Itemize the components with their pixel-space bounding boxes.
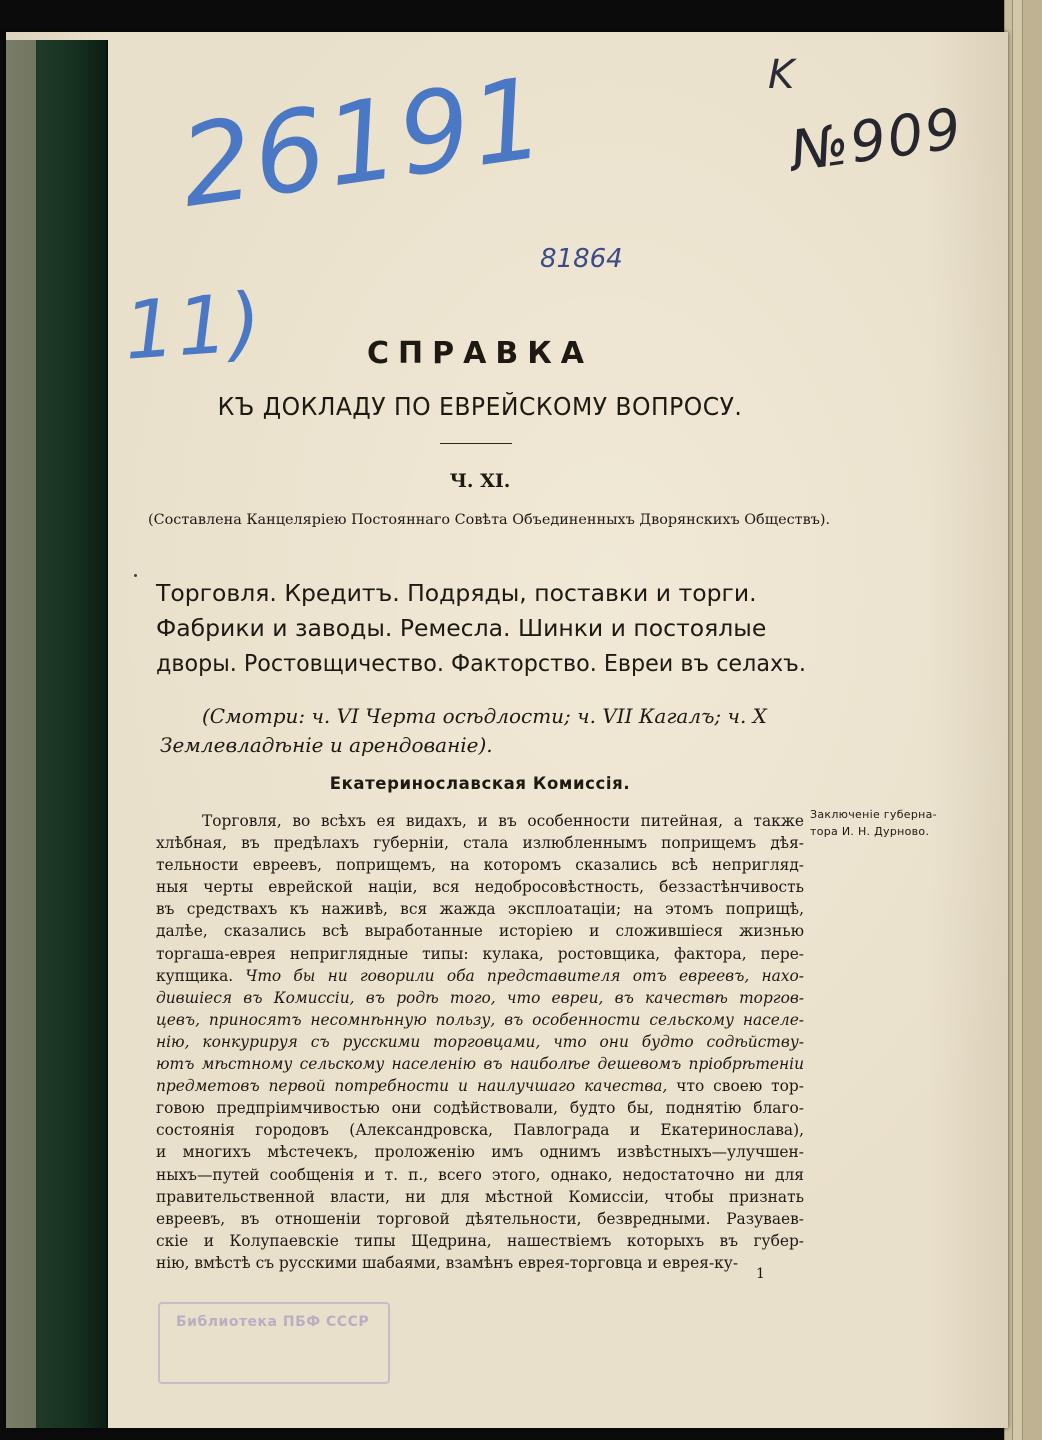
body-line xyxy=(156,1208,804,1230)
topics-line: дворы. Ростовщичество. Факторство. Евреи въ селахъ. xyxy=(156,649,806,677)
body-segment: правительственной власти, ни для мѣстной Комиссіи, чтобы признать xyxy=(156,1187,804,1206)
body-italic-segment: дившіеся въ Комиссіи, въ родѣ того, что евреи, въ качествѣ торгов- xyxy=(156,988,804,1007)
library-stamp-text: Библиотека ПБФ СССР xyxy=(176,1314,370,1330)
body-line xyxy=(156,1230,804,1252)
body-segment: скіе и Колупаевскіе типы Щедрина, нашествіемъ которыхъ въ губер- xyxy=(156,1231,804,1250)
body-segment: Торговля, во всѣхъ ея видахъ, и въ особенности питейная, а также xyxy=(202,812,804,830)
body-line xyxy=(156,876,804,898)
body-italic-segment: Что бы ни говорили оба представителя отъ евреевъ, нахо- xyxy=(245,966,804,985)
body-line xyxy=(156,1097,804,1119)
margin-note-line: тора И. Н. Дурново. xyxy=(810,825,930,838)
body-line xyxy=(156,1031,804,1053)
margin-note-line: Заключеніе губерна- xyxy=(810,808,937,821)
body-segment: тельности евреевъ, поприщемъ, на которомъ сказались всѣ непригляд- xyxy=(156,856,804,875)
body-line xyxy=(156,920,804,942)
body-line xyxy=(156,898,804,920)
body-segment: торгаша-еврея неприглядные типы: кулака, ростовщика, фактора, пере- xyxy=(156,944,804,963)
handwritten-volume-mark: 11) xyxy=(120,275,267,378)
body-segment: далѣе, сказались всѣ выработанные исторіею и сложившіеся жизнью xyxy=(156,922,804,941)
page-edge xyxy=(1022,0,1042,1440)
body-segment: въ средствахъ къ наживѣ, вся жажда эксплоатаціи; на этомъ поприщѣ, xyxy=(156,900,804,919)
body-italic-segment: нію, конкурируя съ русскими торговцами, что они будто содѣйству- xyxy=(156,1032,804,1051)
body-line xyxy=(156,1252,804,1274)
body-line xyxy=(156,1141,804,1163)
body-segment: говою предпріимчивостью они содѣйствовали, будто бы, поднятію благо- xyxy=(156,1099,804,1118)
see-also-line: (Смотри: ч. VI Черта осѣдлости; ч. VII Кагалъ; ч. X xyxy=(202,704,767,728)
spine-binding-strip xyxy=(6,40,36,1428)
see-also-line: Землевладѣніе и арендованіе). xyxy=(160,733,493,757)
library-stamp xyxy=(158,1302,390,1384)
body-line xyxy=(156,832,804,854)
body-segment: что своею тор- xyxy=(667,1077,804,1096)
body-line xyxy=(156,1119,804,1141)
body-segment: нію, вмѣстѣ съ русскими шабаями, взамѣнъ еврея-торговца и еврея-ку- xyxy=(156,1253,739,1272)
document-title: СПРАВКА xyxy=(367,336,593,371)
body-line xyxy=(156,965,804,987)
body-segment: купщика. xyxy=(156,966,246,985)
body-italic-segment: цевъ, приносятъ несомнѣнную пользу, въ особенности сельскому населе- xyxy=(156,1010,804,1029)
body-segment: ныхъ—путей сообщенія и т. п., всего этого, однако, недостаточно ни для xyxy=(156,1165,804,1184)
topics-heading xyxy=(156,576,806,681)
margin-note xyxy=(810,806,960,840)
body-segment: состоянія городовъ (Александровска, Павлограда и Екатеринослава), xyxy=(156,1121,804,1140)
ink-dot xyxy=(134,574,137,577)
topics-line: Торговля. Кредитъ. Подряды, поставки и торги. xyxy=(156,579,757,607)
body-line xyxy=(156,810,804,832)
body-segment: евреевъ, въ отношеніи торговой дѣятельности, безвредными. Разуваев- xyxy=(156,1209,804,1228)
body-line xyxy=(156,1186,804,1208)
body-segment: хлѣбная, въ предѣлахъ губерніи, стала излюбленнымъ поприщемъ дѣя- xyxy=(156,834,804,853)
body-segment: и многихъ мѣстечекъ, проложенію имъ однимъ извѣстныхъ—улучшен- xyxy=(156,1143,804,1162)
handwritten-number-mark: №909 xyxy=(786,96,967,185)
part-number: Ч. XI. xyxy=(449,470,511,492)
body-line xyxy=(156,1075,804,1097)
see-also-note xyxy=(160,702,810,760)
title-divider xyxy=(440,443,512,444)
handwritten-catalog-number: 26191 xyxy=(172,53,554,233)
body-italic-segment: предметовъ первой потребности и наилучшаго качества, xyxy=(156,1077,668,1096)
body-line xyxy=(156,1009,804,1031)
document-subtitle: КЪ ДОКЛАДУ ПО ЕВРЕЙСКОМУ ВОПРОСУ. xyxy=(217,392,743,421)
handwritten-letter-mark: K xyxy=(768,52,797,98)
body-segment: ныя черты еврейской націи, вся недобросовѣстность, беззастѣнчивость xyxy=(156,878,804,897)
body-line xyxy=(156,854,804,876)
body-text xyxy=(156,810,804,1274)
body-line xyxy=(156,943,804,965)
section-heading: Екатеринославская Комиссія. xyxy=(329,774,631,793)
handwritten-small-number: 81864 xyxy=(540,244,623,274)
body-line xyxy=(156,1164,804,1186)
body-line xyxy=(156,1053,804,1075)
page-number: 1 xyxy=(756,1266,765,1282)
body-italic-segment: ютъ мѣстному сельскому населенію въ наиболѣе дешевомъ пріобрѣтеніи xyxy=(156,1055,804,1074)
topics-line: Фабрики и заводы. Ремесла. Шинки и постоялые xyxy=(156,614,767,642)
body-line xyxy=(156,987,804,1009)
composed-by-note: (Составлена Канцеляріею Постояннаго Совѣта Объединенныхъ Дворянскихъ Обществъ). xyxy=(148,512,831,528)
